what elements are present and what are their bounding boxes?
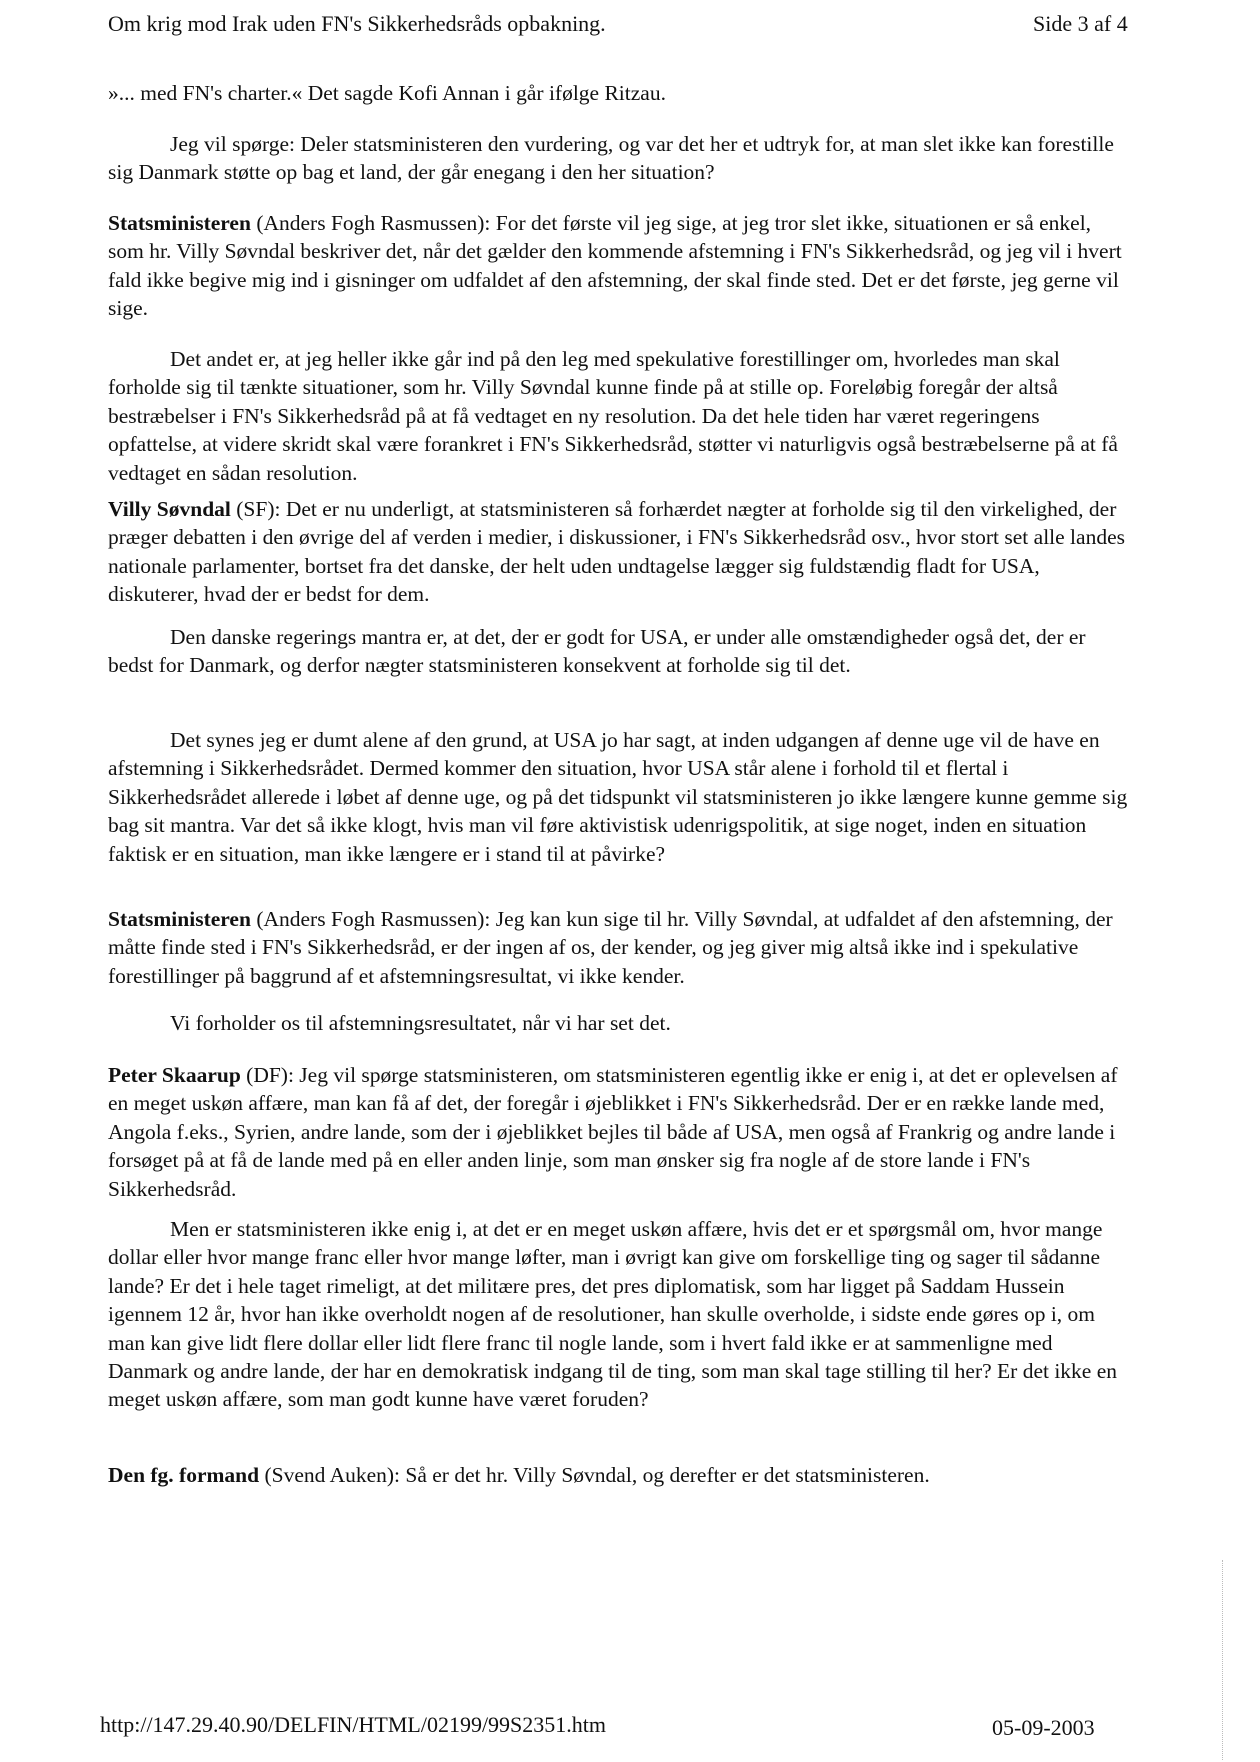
paragraph-1: »... med FN's charter.« Det sagde Kofi Annan i går ifølge Ritzau. [108,81,666,105]
document-title: Om krig mod Irak uden FN's Sikkerhedsråds opbakning. [108,11,606,36]
paragraph-text: (Svend Auken): Så er det hr. Villy Søvndal, og derefter er det statsministeren. [259,1463,930,1487]
paragraph-text: (Anders Fogh Rasmussen): Jeg kan kun sige til hr. Villy Søvndal, at udfaldet af den afstemning, der måtte finde sted i FN's Sikkerhedsråd, er der ingen af os, der kender, og jeg giver mig altså ikke ind i spekulative forestillinger på baggrund af et afstemningsresultat, vi ikke kender. [108,907,1113,988]
paragraph-9: Vi forholder os til afstemningsresultatet, når vi har set det. [170,1011,671,1035]
paragraph-11: Men er statsministeren ikke enig i, at det er en meget uskøn affære, hvis det er et spørgsmål om, hvor mange dollar eller hvor mange franc eller hvor mange løfter, man i øvrigt kan give om forskellige ting og sager til sådanne lande? Er det i hele taget rimeligt, at det militære pres, det pres diplomatisk, som har ligget på Saddam Hussein igennem 12 år, hvor han ikke overholdt nogen af de resolutioner, han skulle overholde, i sidste ende gøres op i, om man kan give lidt flere dollar eller lidt flere franc til nogle lande, som i hvert fald ikke er at sammenligne med Danmark og andre lande, der har en demokratisk indgang til de ting, som man skal tage stilling til her? Er det ikke en meget uskøn affære, som man godt kunne have været foruden? [108,1217,1118,1412]
paragraph-text: (SF): Det er nu underligt, at statsministeren så forhærdet nægter at forholde sig til den virkelighed, der præger debatten i den øvrige del af verden i medier, i diskussioner, i FN's Sikkerhedsråd osv., hvor stort set alle landes nationale parlamenter, bortset fra det danske, der helt uden undtagelse lægger sig fuldstændig fladt for USA, diskuterer, hvad der er bedst for dem. [108,497,1125,607]
paragraph-text: (Anders Fogh Rasmussen): For det første vil jeg sige, at jeg tror slet ikke, situationen er så enkel, som hr. Villy Søvndal beskriver det, når det gælder den kommende afstemning i FN's Sikkerhedsråd, og jeg vil i hvert fald ikke begive mig ind i gisninger om udfaldet af den afstemning, der skal finde sted. Det er det første, jeg gerne vil sige. [108,211,1122,321]
speaker-name: Villy Søvndal [108,497,231,521]
paragraph-5 [108,495,1128,609]
speaker-name: Statsministeren [108,907,251,931]
paragraph-12 [108,1461,1128,1489]
paragraph-8 [108,905,1128,990]
scan-edge-line [1222,1560,1224,1760]
paragraph-2: Jeg vil spørge: Deler statsministeren den vurdering, og var det her et udtryk for, at man slet ikke kan forestille sig Danmark støtte op bag et land, der går enegang i den her situation? [108,132,1114,185]
paragraph-4: Det andet er, at jeg heller ikke går ind på den leg med spekulative forestillinger om, hvorledes man skal forholde sig til tænkte situationer, som hr. Villy Søvndal kunne finde på at stille op. Foreløbig foregår der altså bestræbelser i FN's Sikkerhedsråd på at få vedtaget en ny resolution. Da det hele tiden har været regeringens opfattelse, at videre skridt skal være forankret i FN's Sikkerhedsråd, støtter vi naturligvis også bestræbelserne på at få vedtaget en sådan resolution. [108,347,1118,485]
speaker-name: Peter Skaarup [108,1063,241,1087]
paragraph-3 [108,209,1128,323]
print-date: 05-09-2003 [992,1715,1095,1740]
source-url: http://147.29.40.90/DELFIN/HTML/02199/99S2351.htm [100,1712,607,1737]
speaker-name: Statsministeren [108,211,251,235]
page-number: Side 3 af 4 [1033,11,1128,36]
paragraph-10 [108,1061,1128,1203]
speaker-name: Den fg. formand [108,1463,260,1487]
paragraph-7: Det synes jeg er dumt alene af den grund, at USA jo har sagt, at inden udgangen af denne uge vil de have en afstemning i Sikkerhedsrådet. Dermed kommer den situation, hvor USA står alene i forhold til et flertal i Sikkerhedsrådet allerede i løbet af denne uge, og på det tidspunkt vil statsministeren jo ikke længere kunne gemme sig bag sit mantra. Var det så ikke klogt, hvis man vil føre aktivistisk udenrigspolitik, at sige noget, inden en situation faktisk er en situation, man ikke længere er i stand til at påvirke? [108,728,1128,866]
paragraph-text: (DF): Jeg vil spørge statsministeren, om statsministeren egentlig ikke er enig i, at det er oplevelsen af en meget uskøn affære, man kan få af det, der foregår i øjeblikket i FN's Sikkerhedsråd. Der er en række lande med, Angola f.eks., Syrien, andre lande, som der i øjeblikket bejles til både af USA, men også af Frankrig og andre lande i forsøget på at få de lande med på en eller anden linje, som man ønsker sig fra nogle af de store lande i FN's Sikkerhedsråd. [108,1063,1118,1201]
paragraph-6: Den danske regerings mantra er, at det, der er godt for USA, er under alle omstændigheder også det, der er bedst for Danmark, og derfor nægter statsministeren konsekvent at forholde sig til det. [108,625,1086,678]
